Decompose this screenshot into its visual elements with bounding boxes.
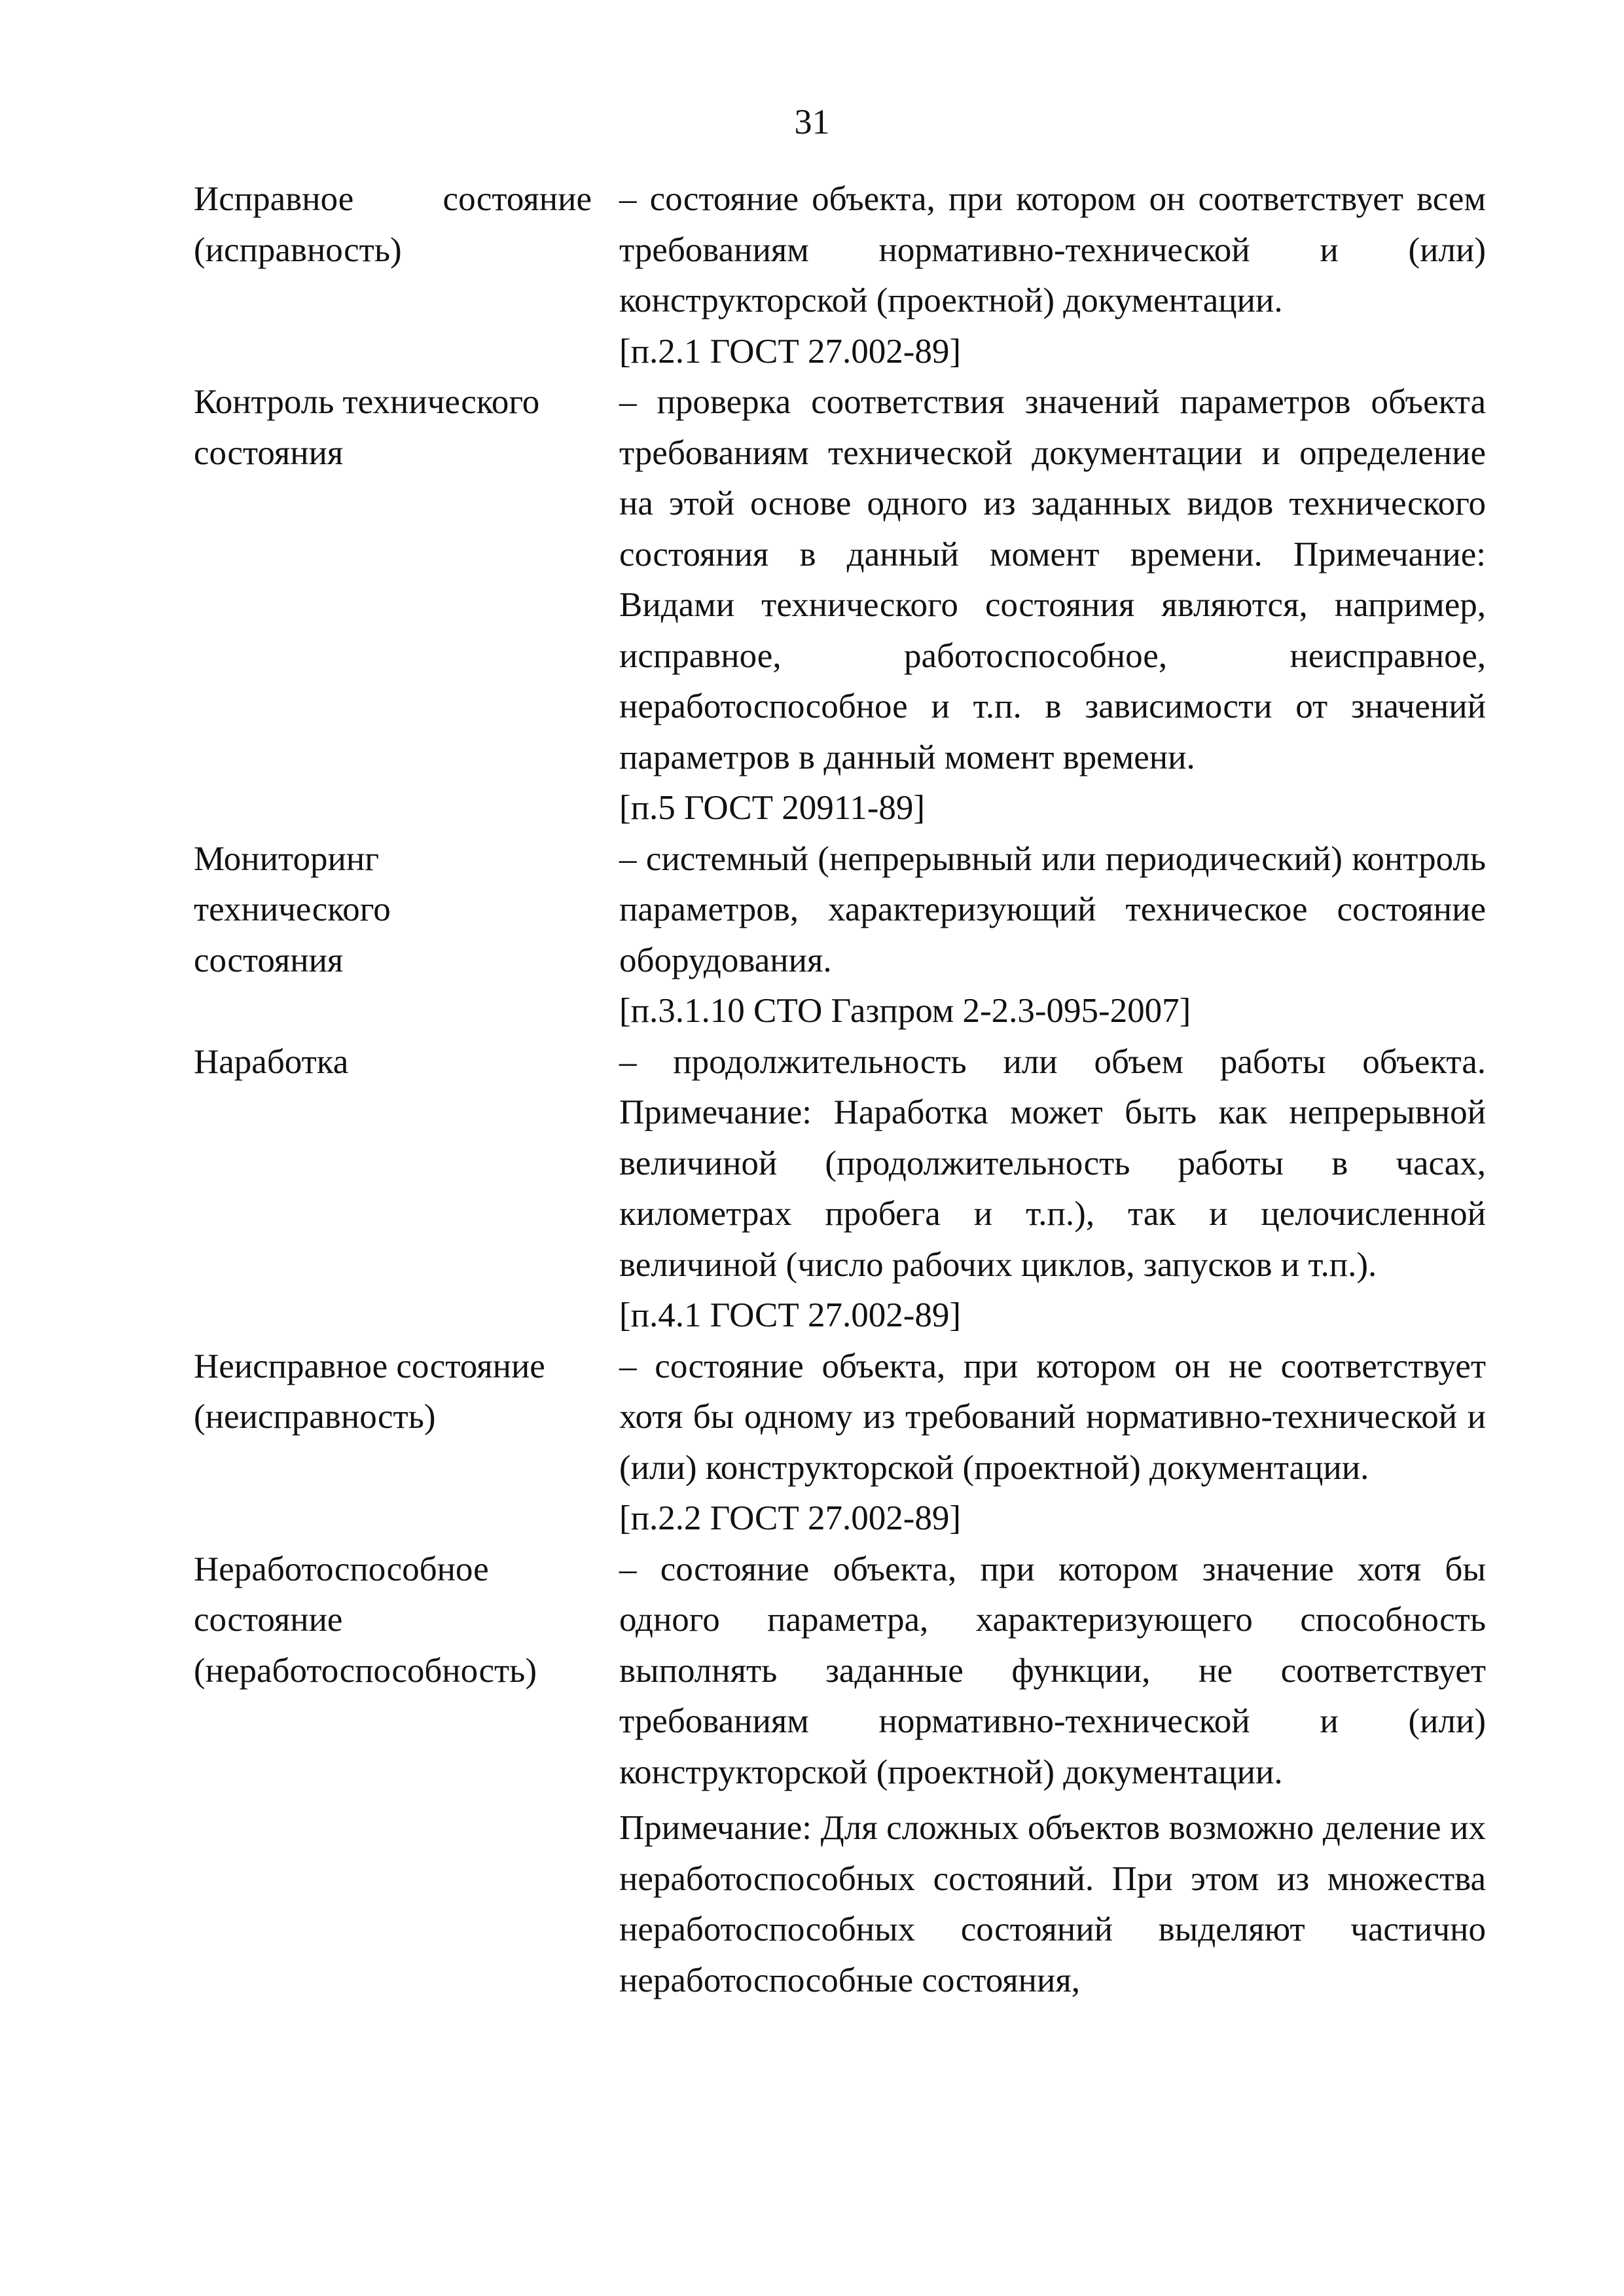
- definition-reference: [п.2.2 ГОСТ 27.002-89]: [619, 1499, 962, 1537]
- term-line: технического: [194, 890, 391, 928]
- definition-reference: [п.4.1 ГОСТ 27.002-89]: [619, 1296, 962, 1334]
- glossary-list: [194, 174, 1486, 2006]
- term-line: Мониторинг: [194, 839, 379, 878]
- definition-reference: [п.5 ГОСТ 20911-89]: [619, 789, 926, 827]
- definition-reference: [п.3.1.10 СТО Газпром 2-2.3-095-2007]: [619, 992, 1191, 1030]
- glossary-definition: [619, 1037, 1486, 1341]
- glossary-term: [194, 1341, 592, 1443]
- definition-text: – состояние объекта, при котором он соответствует всем требованиям нормативно-технической и (или) конструкторской (проектной) документации.: [619, 180, 1486, 319]
- definition-note: Примечание: Для сложных объектов возможно деление их неработоспособных состояний. При этом из множества неработоспособных состояний выделяют частично неработоспособные состояния,: [619, 1809, 1486, 1999]
- definition-text: – проверка соответствия значений параметров объекта требованиям технической документации и определение на этой основе одного из заданных видов технического состояния в данный момент времени. Примечание: Видами технического состояния являются, например, исправное, работоспособное, неисправное, неработоспособное и т.п. в зависимости от значений параметров в данный момент времени.: [619, 383, 1486, 776]
- page-number: 31: [794, 102, 830, 141]
- term-line: состояние: [194, 1601, 343, 1639]
- definition-text: – состояние объекта, при котором он не соответствует хотя бы одному из требований нормативно-технической и (или) конструкторской (проектной) документации.: [619, 1347, 1486, 1487]
- definition-reference: [п.2.1 ГОСТ 27.002-89]: [619, 332, 962, 371]
- glossary-entry: [194, 1544, 1486, 2007]
- term-line: Исправное состояние: [194, 180, 592, 218]
- glossary-entry: [194, 834, 1486, 1037]
- glossary-definition: [619, 1544, 1486, 2007]
- term-line: Неисправное состояние: [194, 1347, 545, 1385]
- definition-text: – состояние объекта, при котором значение хотя бы одного параметра, характеризующего способность выполнять заданные функции, не соответствует требованиям нормативно-технической и (или) конструкторской (проектной) документации.: [619, 1550, 1486, 1791]
- glossary-term: [194, 834, 592, 987]
- term-line: (исправность): [194, 230, 402, 269]
- term-line: состояния: [194, 941, 344, 979]
- term-line: Контроль технического: [194, 383, 540, 421]
- definition-text: – продолжительность или объем работы объекта. Примечание: Наработка может быть как непрерывной величиной (продолжительность работы в часах, километрах пробега и т.п.), так и целочисленной величиной (число рабочих циклов, запусков и т.п.).: [619, 1042, 1486, 1284]
- glossary-term: [194, 377, 592, 479]
- glossary-term: [194, 1544, 592, 1697]
- term-line: состояния: [194, 433, 344, 472]
- term-line: (неисправность): [194, 1398, 436, 1436]
- glossary-term: [194, 1037, 592, 1088]
- glossary-entry: [194, 1037, 1486, 1341]
- glossary-entry: [194, 174, 1486, 377]
- term-line: Наработка: [194, 1042, 349, 1081]
- term-line: (неработоспособность): [194, 1651, 537, 1690]
- definition-text: – системный (непрерывный или периодический) контроль параметров, характеризующий техническое состояние оборудования.: [619, 839, 1486, 979]
- glossary-definition: [619, 1341, 1486, 1544]
- glossary-definition: [619, 174, 1486, 377]
- glossary-term: [194, 174, 592, 276]
- glossary-definition: [619, 834, 1486, 1037]
- glossary-entry: [194, 1341, 1486, 1544]
- term-line: Неработоспособное: [194, 1550, 489, 1588]
- glossary-definition: [619, 377, 1486, 834]
- glossary-entry: [194, 377, 1486, 834]
